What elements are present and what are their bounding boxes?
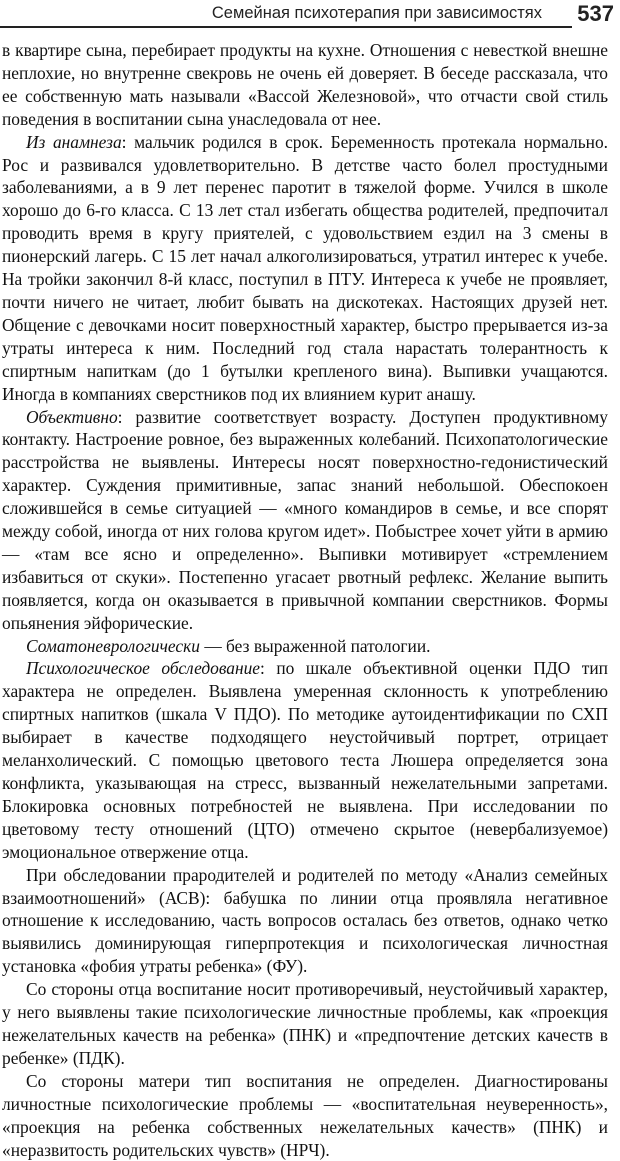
body-text: [2, 39, 608, 1161]
paragraph-text: в квартире сына, перебирает продукты на кухне. Отношения с невесткой внешне неплохие, но внутренне свекровь не очень ей доверяет. В беседе рассказала, что ее собственную мать называли «Вассой Железновой», что отчасти свой стиль поведения в воспитании сына унаследовала от нее.: [2, 40, 608, 129]
paragraph-lead: Соматоневрологически: [26, 635, 200, 656]
paragraph-lead: Объективно: [26, 406, 118, 427]
paragraph-text: При обследовании прародителей и родителей по методу «Анализ семейных взаимоотношений» (АСВ): бабушка по линии отца проявляла негативное отношение к исследованию, часть вопросов осталась без ответов, однако четко выявились доминирующая гиперпротекция и психологическая личностная установка «фобия утраты ребенка» (ФУ).: [2, 864, 608, 977]
running-header-title: Семейная психотерапия при зависимостях: [211, 4, 542, 22]
paragraph-lead: Из анамнеза: [26, 131, 122, 152]
page-number: 537: [577, 1, 614, 26]
paragraph-lead: Психологическое обследование: [26, 658, 261, 679]
paragraph-text: Со стороны матери тип воспитания не определен. Диагностированы личностные психологические проблемы — «воспитательная неуверенность», «проекция на ребенка собственных нежелательных качеств» (ПНК) и «неразвитость родительских чувств» (НРЧ).: [2, 1070, 608, 1160]
paragraph-text: — без выраженной патологии.: [199, 635, 431, 656]
paragraph-somatoneuro: [2, 635, 608, 658]
paragraph-objective: [2, 406, 608, 635]
paragraph-continuation: [2, 39, 608, 131]
paragraph-mother: [2, 1070, 608, 1161]
paragraph-father: [2, 978, 608, 1070]
paragraph-psych-exam: [2, 657, 608, 863]
paragraph-anamnesis: [2, 131, 608, 406]
paragraph-asv: [2, 864, 608, 979]
running-header: [0, 0, 620, 40]
paragraph-text: Со стороны отца воспитание носит противоречивый, неустойчивый характер, у него выявлены такие психологические личностные проблемы, как «проекция нежелательных качеств на ребенка» (ПНК) и «предпочтение детских качеств в ребенке» (ПДК).: [2, 979, 608, 1068]
paragraph-text: : развитие соответствует возрасту. Доступен продуктивному контакту. Настроение ровное, без выраженных колебаний. Психопатологические расстройства не выявлены. Интересы носят поверхностно-гедонистический характер. Суждения примитивные, запас знаний небольшой. Обеспокоен сложившейся в семье ситуацией — «много командиров в семье, и все спорят между собой, иногда от них голова кругом идет». Побыстрее хочет уйти в армию — «там все ясно и определенно». Выпивки мотивирует «стремлением избавиться от скуки». Постепенно угасает рвотный рефлекс. Желание выпить появляется, когда он оказывается в привычной компании сверстников. Формы опьянения эйфорические.: [2, 406, 608, 633]
header-rule: [0, 26, 572, 28]
paragraph-text: : мальчик родился в срок. Беременность протекала нормально. Рос и развивался удовлетворительно. В детстве часто болел простудными заболеваниями, а в 9 лет перенес паротит в тяжелой форме. Учился в школе хорошо до 6-го класса. С 13 лет стал избегать общества родителей, предпочитал проводить время в кругу приятелей, с удовольствием ездил на 3 смены в пионерский лагерь. С 15 лет начал алкоголизироваться, утратил интерес к учебе. На тройки закончил 8-й класс, поступил в ПТУ. Интереса к учебе не проявляет, почти ничего не читает, любит бывать на дискотеках. Настоящих друзей нет. Общение с девочками носит поверхностный характер, быстро прерывается из-за утраты интереса к ним. Последний год стала нарастать толерантность к спиртным напиткам (до 1 бутылки крепленого вина). Выпивки учащаются. Иногда в компаниях сверстников под их влиянием курит анашу.: [2, 131, 608, 404]
paragraph-text: : по шкале объективной оценки ПДО тип характера не определен. Выявлена умеренная склонность к употреблению спиртных напитков (шкала V ПДО). По методике аутоидентификации по СХП выбирает в качестве подходящего неустойчивый портрет, отрицает меланхолический. С помощью цветового теста Люшера определяется зона конфликта, указывающая на стресс, вызванный нежелательными запретами. Блокировка основных потребностей не выявлена. При исследовании по цветовому тесту отношений (ЦТО) отмечено скрытое (невербализуемое) эмоциональное отвержение отца.: [2, 658, 608, 862]
